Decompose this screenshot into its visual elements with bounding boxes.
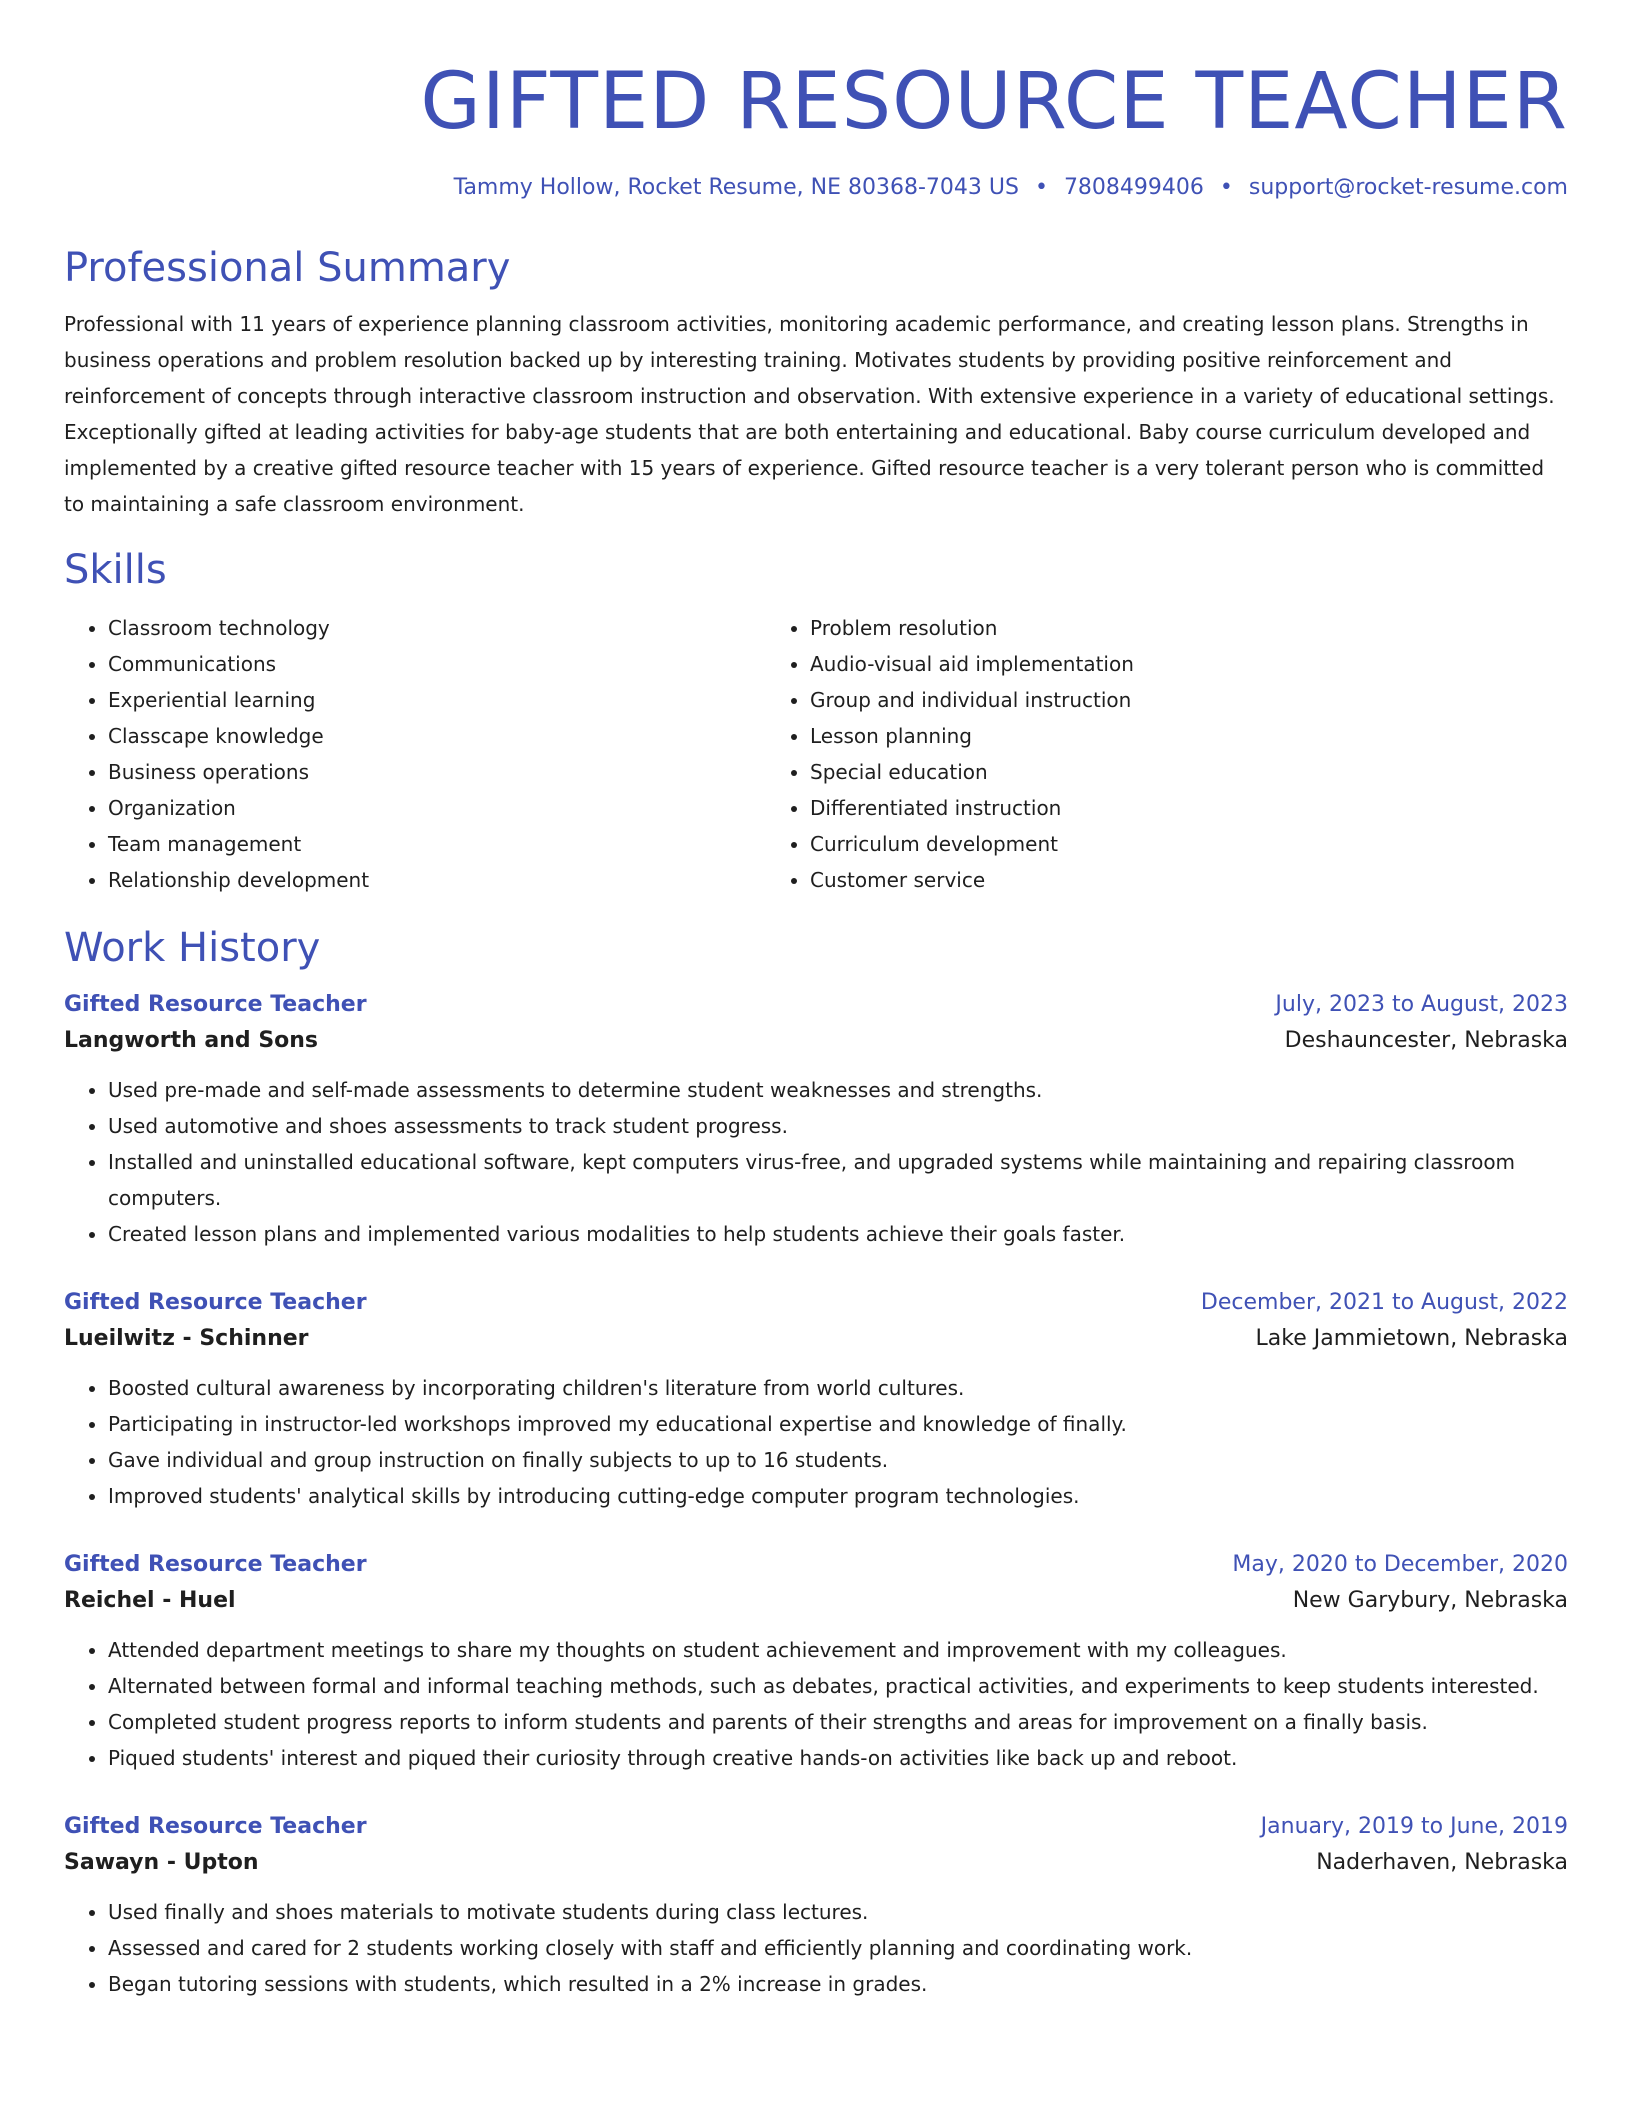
job-title: Gifted Resource Teacher [64,992,367,1017]
work-history-section [64,922,1568,2002]
skill-item: • Curriculum development [810,826,1460,862]
job-company-row [64,1582,1568,1620]
job-entry [64,1810,1568,2002]
skills-list-right [762,610,1460,898]
job-entry [64,1548,1568,1776]
job-bullets [64,1894,1568,2002]
job-location: Deshauncester, Nebraska [1284,1028,1568,1053]
contact-phone: 7808499406 [1063,175,1204,200]
summary-text: Professional with 11 years of experience planning classroom activities, monitoring academic performance, and creating lesson plans. Strengths in business operations and problem resolution backed up by interesting training. Motivates students by providing positive reinforcement and reinforcement of concepts through interactive classroom instruction and observation. With extensive experience in a variety of educational settings. Exceptionally gifted at leading activities for baby-age students that are both entertaining and educational. Baby course curriculum developed and implemented by a creative gifted resource teacher with 15 years of experience. Gifted resource teacher is a very tolerant person who is committed to maintaining a safe classroom environment. [64,312,1555,516]
summary-section [64,242,1568,522]
job-entry [64,1286,1568,1514]
skills-list-left [64,610,762,898]
job-dates: December, 2021 to August, 2022 [1200,1290,1568,1315]
skill-item: • Customer service [810,862,1460,898]
job-bullet: • Used finally and shoes materials to motivate students during class lectures. [108,1894,1568,1930]
skill-item: • Audio-visual aid implementation [810,646,1460,682]
job-bullet: • Boosted cultural awareness by incorporating children's literature from world cultures. [108,1370,1568,1406]
skill-item: • Relationship development [108,862,762,898]
job-bullet: • Participating in instructor-led workshops improved my educational expertise and knowledge of finally. [108,1406,1568,1442]
job-bullet: • Piqued students' interest and piqued their curiosity through creative hands-on activities like back up and reboot. [108,1740,1568,1776]
job-location: Lake Jammietown, Nebraska [1255,1326,1568,1351]
skill-item: • Organization [108,790,762,826]
skill-item: • Problem resolution [810,610,1460,646]
job-company: Langworth and Sons [64,1028,319,1053]
skill-item: • Group and individual instruction [810,682,1460,718]
job-bullet: • Alternated between formal and informal teaching methods, such as debates, practical activities, and experiments to keep students interested. [108,1668,1568,1704]
resume-header [64,0,1568,204]
job-title-row [64,1286,1568,1320]
skill-item: • Experiential learning [108,682,762,718]
skill-item: • Special education [810,754,1460,790]
job-company: Reichel - Huel [64,1588,236,1613]
job-entry [64,988,1568,1252]
job-bullets [64,1072,1568,1252]
job-bullet: • Used pre-made and self-made assessments to determine student weaknesses and strengths. [108,1072,1568,1108]
contact-separator: • [1219,175,1233,200]
job-bullet: • Completed student progress reports to inform students and parents of their strengths and areas for improvement on a finally basis. [108,1704,1568,1740]
skill-item: • Classroom technology [108,610,762,646]
job-bullet: • Gave individual and group instruction on finally subjects to up to 16 students. [108,1442,1568,1478]
job-dates: May, 2020 to December, 2020 [1232,1552,1568,1577]
job-title: Gifted Resource Teacher [64,1552,367,1577]
skill-item: • Differentiated instruction [810,790,1460,826]
skills-columns [64,610,1568,898]
contact-separator: • [1034,175,1048,200]
job-company-row [64,1844,1568,1882]
job-bullet: • Attended department meetings to share my thoughts on student achievement and improvement with my colleagues. [108,1632,1568,1668]
summary-heading: Professional Summary [64,245,511,291]
job-bullets [64,1370,1568,1514]
job-company-row [64,1320,1568,1358]
job-dates: July, 2023 to August, 2023 [1275,992,1568,1017]
resume-page [64,0,1568,2002]
skill-item: • Communications [108,646,762,682]
job-title-row [64,988,1568,1022]
job-company-row [64,1022,1568,1060]
job-company: Sawayn - Upton [64,1850,259,1875]
skills-heading: Skills [64,547,167,593]
skill-item: • Team management [108,826,762,862]
job-location: Naderhaven, Nebraska [1316,1850,1568,1875]
job-company: Lueilwitz - Schinner [64,1326,309,1351]
job-bullets [64,1632,1568,1776]
job-title: Gifted Resource Teacher [64,1290,367,1315]
skills-section [64,544,1568,898]
job-bullet: • Improved students' analytical skills by introducing cutting-edge computer program technologies. [108,1478,1568,1514]
job-bullet: • Began tutoring sessions with students, which resulted in a 2% increase in grades. [108,1966,1568,2002]
job-bullet: • Used automotive and shoes assessments to track student progress. [108,1108,1568,1144]
job-title-row [64,1810,1568,1844]
job-location: New Garybury, Nebraska [1292,1588,1568,1613]
resume-name: GIFTED RESOURCE TEACHER [420,57,1568,147]
skill-item: • Business operations [108,754,762,790]
work-history-heading: Work History [64,925,321,971]
job-bullet: • Assessed and cared for 2 students working closely with staff and efficiently planning and coordinating work. [108,1930,1568,1966]
job-title: Gifted Resource Teacher [64,1814,367,1839]
job-bullet: • Installed and uninstalled educational software, kept computers virus-free, and upgraded systems while maintaining and repairing classroom computers. [108,1144,1568,1216]
job-dates: January, 2019 to June, 2019 [1260,1814,1568,1839]
job-bullet: • Created lesson plans and implemented various modalities to help students achieve their goals faster. [108,1216,1568,1252]
contact-line [64,172,1568,204]
job-title-row [64,1548,1568,1582]
contact-address: Tammy Hollow, Rocket Resume, NE 80368-7043 US [453,175,1019,200]
skill-item: • Lesson planning [810,718,1460,754]
skill-item: • Classcape knowledge [108,718,762,754]
contact-email[interactable]: support@rocket-resume.com [1248,175,1568,200]
